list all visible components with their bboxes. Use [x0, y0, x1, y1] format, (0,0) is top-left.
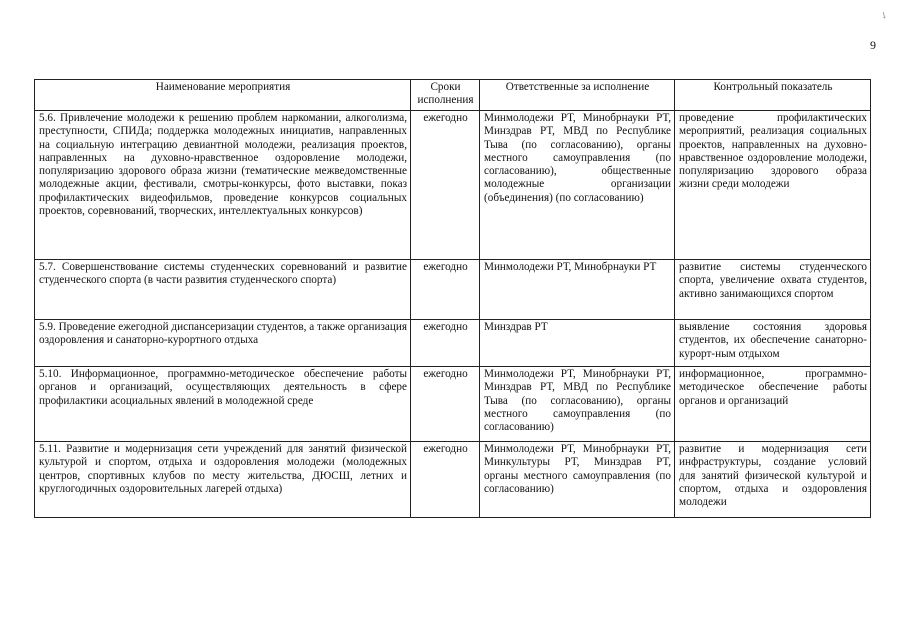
table-row — [35, 367, 871, 442]
table-row — [35, 260, 871, 320]
term-cell: ежегодно — [411, 260, 480, 320]
header-event: Наименование мероприятия — [35, 80, 411, 111]
event-cell: 5.11. Развитие и модернизация сети учреждений для занятий физической культурой и спортом, отдыха и оздоровления молодежи (молодежных центров, спортивных клубов по месту жительства, ДЮСШ, летних и круглогодичных оздоровительных лагерей отдыха) — [35, 442, 411, 518]
table-row — [35, 111, 871, 260]
event-cell: 5.6. Привлечение молодежи к решению проблем наркомании, алкоголизма, преступности, СПИДа; поддержка молодежных инициатив, направленных на социальную интеграцию девиантной молодежи, реализация проектов, направленных на духовно-нравственное оздоровление молодежи, популяризацию здорового образа жизни (тематические межведомственные молодежные акции, фестивали, смотры-конкурсы, фото выставки, показ профилактических видеофильмов, проведение конкурсов социальных проектов, соревнований, творческих, интеллектуальных конкурсов) — [35, 111, 411, 260]
indicator-cell: информационное, программно-методическое обеспечение работы органов и организаций — [675, 367, 871, 442]
page-number: 9 — [870, 38, 876, 52]
term-cell: ежегодно — [411, 111, 480, 260]
indicator-cell: развитие и модернизация сети инфраструктуры, создание условий для занятий физической культурой и спортом, отдыха и оздоровления молодежи — [675, 442, 871, 518]
responsible-cell: Минздрав РТ — [480, 320, 675, 367]
header-responsible: Ответственные за исполнение — [480, 80, 675, 111]
responsible-cell: Минмолодежи РТ, Минобрнауки РТ, Минздрав РТ, МВД по Республике Тыва (по согласованию), органы местного самоуправления (по согласованию) — [480, 367, 675, 442]
responsible-cell: Минмолодежи РТ, Минобрнауки РТ — [480, 260, 675, 320]
term-cell: ежегодно — [411, 367, 480, 442]
table-header-row — [35, 80, 871, 111]
measures-table — [34, 79, 871, 518]
table-row — [35, 442, 871, 518]
event-cell: 5.7. Совершенствование системы студенческих соревнований и развитие студенческого спорта (в части развития студенческого спорта) — [35, 260, 411, 320]
indicator-cell: проведение профилактических мероприятий, реализация социальных проектов, направленных на духовно-нравственное оздоровление молодежи, популяризацию здорового образа жизни среди молодежи — [675, 111, 871, 260]
table-row — [35, 320, 871, 367]
term-cell: ежегодно — [411, 442, 480, 518]
responsible-cell: Минмолодежи РТ, Минобрнауки РТ, Минкультуры РТ, Минздрав РТ, органы местного самоуправления (по согласованию) — [480, 442, 675, 518]
term-cell: ежегодно — [411, 320, 480, 367]
corner-scan-mark: ↘ — [878, 8, 891, 22]
header-indicator: Контрольный показатель — [675, 80, 871, 111]
indicator-cell: развитие системы студенческого спорта, увеличение охвата студентов, активно занимающихся спортом — [675, 260, 871, 320]
indicator-cell: выявление состояния здоровья студентов, их обеспечение санаторно-курорт-ным отдыхом — [675, 320, 871, 367]
responsible-cell: Минмолодежи РТ, Минобрнауки РТ, Минздрав РТ, МВД по Республике Тыва (по согласованию), органы местного самоуправления (по согласованию), общественные молодежные организации (объединения) (по согласованию) — [480, 111, 675, 260]
header-term: Сроки исполнения — [411, 80, 480, 111]
event-cell: 5.10. Информационное, программно-методическое обеспечение работы органов и организаций, осуществляющих деятельность в сфере профилактики асоциальных явлений в молодежной среде — [35, 367, 411, 442]
event-cell: 5.9. Проведение ежегодной диспансеризации студентов, а также организация оздоровления и санаторно-курортного отдыха — [35, 320, 411, 367]
